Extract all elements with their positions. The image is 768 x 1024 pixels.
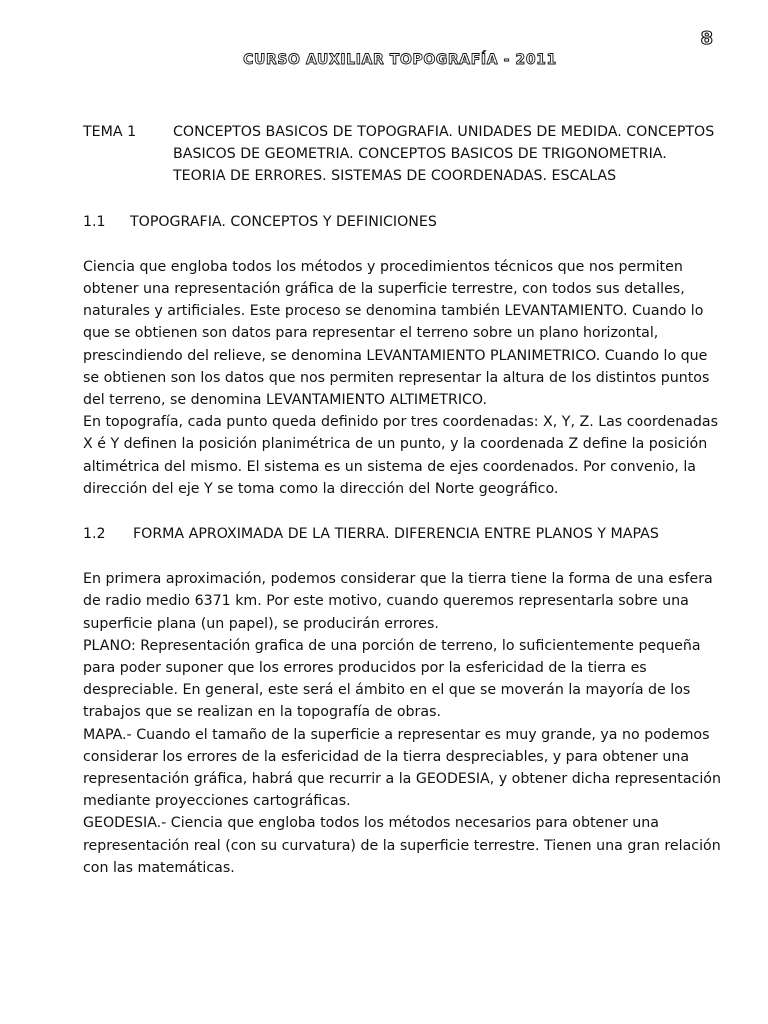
tema-title: CONCEPTOS BASICOS DE TOPOGRAFIA. UNIDADES DE MEDIDA. CONCEPTOS BASICOS DE GEOMETRIA. CONCEPTOS BASICOS DE TRIGONOMETRIA. TEORIA DE ERRORES. SISTEMAS DE COORDENADAS. ESCALAS — [173, 124, 715, 185]
section-heading-1-1 — [83, 211, 723, 233]
paragraph: GEODESIA.- Ciencia que engloba todos los métodos necesarios para obtener una representación real (con su curvatura) de la superficie terrestre. Tienen una gran relación con las matemáticas. — [83, 815, 721, 876]
course-title: CURSO AUXILIAR TOPOGRAFÍA - 2011 — [243, 52, 557, 68]
section-title: TOPOGRAFIA. CONCEPTOS Y DEFINICIONES — [130, 213, 437, 230]
tema-heading — [83, 121, 723, 188]
paragraph: PLANO: Representación grafica de una porción de terreno, lo suficientemente pequeña para poder suponer que los errores producidos por la esfericidad de la tierra es despreciable. En general, este será el ámbito en el que se moverán la mayoría de los trabajos que se realizan en la topografía de obras. — [83, 637, 701, 721]
document-body — [83, 121, 723, 879]
section-title: FORMA APROXIMADA DE LA TIERRA. DIFERENCIA ENTRE PLANOS Y MAPAS — [133, 526, 659, 543]
page-number: 8 — [700, 28, 714, 49]
tema-label: TEMA 1 — [83, 124, 137, 140]
section-number: 1.2 — [83, 526, 106, 543]
section-number: 1.1 — [83, 213, 106, 230]
section-heading-1-2 — [83, 523, 723, 545]
paragraph: MAPA.- Cuando el tamaño de la superficie a representar es muy grande, ya no podemos considerar los errores de la esfericidad de la tierra despreciables, y para obtener una representación gráfica, habrá que recurrir a la GEODESIA, y obtener dicha representación mediante proyecciones cartográficas. — [83, 726, 721, 810]
paragraph: Ciencia que engloba todos los métodos y procedimientos técnicos que nos permiten obtener una representación gráfica de la superficie terrestre, con todos sus detalles, naturales y artificiales. Este proceso se denomina también LEVANTAMIENTO. Cuando lo que se obtienen son datos para representar el terreno sobre un plano horizontal, prescindiendo del relieve, se denomina LEVANTAMIENTO PLANIMETRICO. Cuando lo que se obtienen son los datos que nos permiten representar la altura de los distintos puntos del terreno, se denomina LEVANTAMIENTO ALTIMETRICO. — [83, 258, 710, 409]
paragraph: En topografía, cada punto queda definido por tres coordenadas: X, Y, Z. Las coordenadas X é Y definen la posición planimétrica de un punto, y la coordenada Z define la posición altimétrica del mismo. El sistema es un sistema de ejes coordenados. Por convenio, la dirección del eje Y se toma como la dirección del Norte geográfico. — [83, 414, 718, 497]
paragraph: En primera aproximación, podemos considerar que la tierra tiene la forma de una esfera de radio medio 6371 km. Por este motivo, cuando queremos representarla sobre una superficie plana (un papel), se producirán errores. — [83, 571, 713, 632]
